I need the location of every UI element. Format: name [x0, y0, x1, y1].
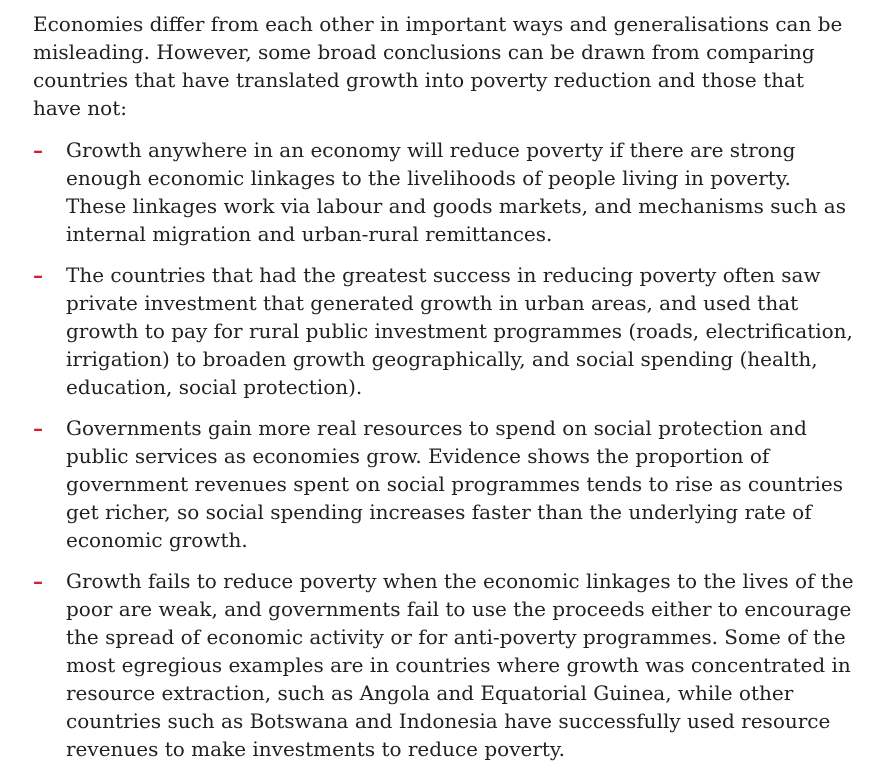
dash-marker: –	[33, 138, 43, 162]
list-item	[33, 414, 856, 554]
intro-paragraph: Economies differ from each other in important ways and generalisations can be misleading. However, some broad conclusions can be drawn from comparing countries that have translated growth into poverty reduction and those that have not:	[33, 12, 843, 120]
list-item-text: Growth anywhere in an economy will reduce poverty if there are strong enough economic linkages to the livelihoods of people living in poverty. These linkages work via labour and goods markets, and mechanisms such as internal migration and urban-rural remittances.	[66, 138, 846, 246]
list-item	[33, 136, 856, 248]
list-item	[33, 567, 856, 763]
dash-marker: –	[33, 569, 43, 593]
conclusions-list	[33, 136, 863, 763]
dash-marker: –	[33, 263, 43, 287]
dash-marker: –	[33, 416, 43, 440]
list-item-text: Governments gain more real resources to spend on social protection and public services as economies grow. Evidence shows the proportion of government revenues spent on social programmes tends to rise as countries get richer, so social spending increases faster than the underlying rate of economic growth.	[66, 416, 844, 552]
list-item	[33, 261, 856, 401]
list-item-text: The countries that had the greatest success in reducing poverty often saw private investment that generated growth in urban areas, and used that growth to pay for rural public investment programmes (roads, electrification, irrigation) to broaden growth geographically, and social spending (health, education, social protection).	[66, 263, 853, 399]
list-item-text: Growth fails to reduce poverty when the economic linkages to the lives of the poor are weak, and governments fail to use the proceeds either to encourage the spread of economic activity or for anti-poverty programmes. Some of the most egregious examples are in countries where growth was concentrated in resource extraction, such as Angola and Equatorial Guinea, while other countries such as Botswana and Indonesia have successfully used resource revenues to make investments to reduce poverty.	[66, 569, 854, 761]
